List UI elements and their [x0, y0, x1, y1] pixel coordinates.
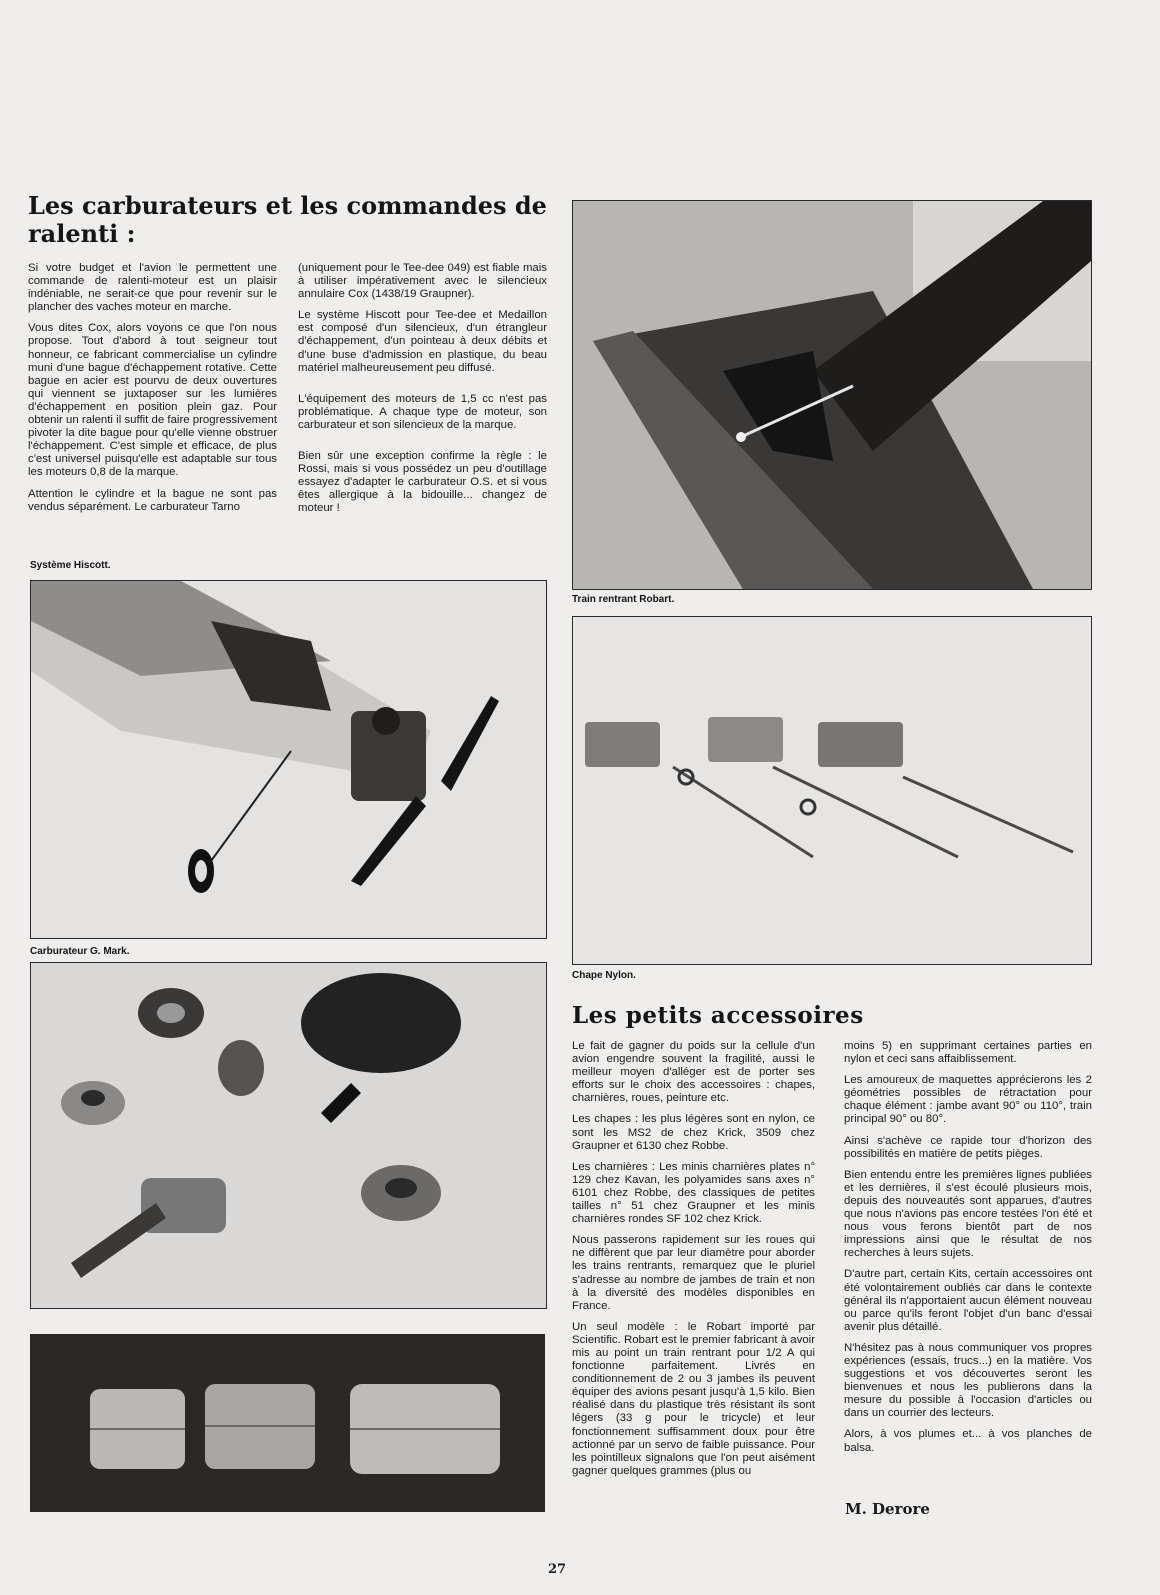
author-signature: M. Derore	[845, 1500, 930, 1518]
paragraph: Le système Hiscott pour Tee-dee et Medaillon est composé d'un silencieux, d'un étrangleur d'échappement, d'un pointeau à deux débits et d'une buse d'admission en plastique, du beau matériel malheureusement peu diffusé.	[298, 309, 547, 374]
paragraph: Les charnières : Les minis charnières plates n° 129 chez Kavan, les polyamides sans axes n° 6101 chez Robbe, des classiques de petites tailles n° 51 chez Graupner et les minis charnières rondes SF 102 chez Krick.	[572, 1160, 815, 1226]
caption-gmark: Carburateur G. Mark.	[30, 946, 130, 957]
photo-tail-surface	[572, 200, 1092, 590]
paragraph: Les chapes : les plus légères sont en nylon, ce sont les MS2 de chez Krick, 3509 chez Graupner et 6130 chez Robbe.	[572, 1113, 815, 1152]
paragraph: L'équipement des moteurs de 1,5 cc n'est pas problématique. A chaque type de moteur, son carburateur et son silencieux de la marque.	[298, 392, 547, 431]
photo-retract-gear	[572, 616, 1092, 965]
paragraph: Alors, à vos plumes et... à vos planches de balsa.	[844, 1428, 1092, 1454]
photo-airplane-model	[30, 580, 547, 939]
paragraph: Le fait de gagner du poids sur la cellule d'un avion engendre souvent la fragilité, aussi le meilleur moyen d'alléger est de porter ses efforts sur le choix des accessoires : chapes, charnières, roues, peinture etc.	[572, 1040, 815, 1105]
page-number: 27	[548, 1562, 567, 1577]
article1-column-2	[298, 262, 547, 524]
paragraph: Vous dites Cox, alors voyons ce que l'on nous propose. Tout d'abord à tout seigneur tout honneur, ce fabricant commercialise un cylindre muni d'une bague d'échappement rotative. Cette bague en acier est pourvu de deux ouvertures qui viennent se juxtaposer sur les lumières d'échappement en position plein gaz. Pour obtenir un ralenti il suffit de faire progressivement pivoter la dite bague pour qu'elle vienne obstruer l'échappement. C'est simple et efficace, de plus c'est universel puisqu'elle est adaptable sur tous les moteurs 0,8 de la marque.	[28, 322, 277, 479]
paragraph: Nous passerons rapidement sur les roues qui ne diffèrent que par leur diamètre pour aborder les trains rentrants, remarquez que le pluriel s'adresse au nombre de jambes de train et non à la diversité des modèles disponibles en France.	[572, 1234, 815, 1312]
photo-carburetor-parts	[30, 962, 547, 1309]
caption-hiscott: Système Hiscott.	[30, 560, 111, 571]
caption-chape: Chape Nylon.	[572, 970, 636, 981]
paragraph: Bien sûr une exception confirme la règle : le Rossi, mais si vous possédez un peu d'outillage essayez d'adapter le carburateur O.S. et si vous êtes allergique à la bidouille... changez de moteur !	[298, 450, 547, 515]
paragraph: Bien entendu entre les premières lignes publiées et les dernières, il s'est écoulé plusieurs mois, depuis des nouveautés sont apparues, d'autres que nous n'avions pas encore testées l'on été et nous vous ferons bientôt part de nos impressions ainsi que le résultat de nos recherches à leurs sujets.	[844, 1168, 1092, 1260]
article1-column-1	[28, 262, 277, 522]
paragraph: Les amoureux de maquettes apprécierons les 2 géométries possibles de rétractation pour chaque élément : jambe avant 90° ou 110°, train principal 90° ou 80°.	[844, 1074, 1092, 1126]
article-title-carburateurs: Les carburateurs et les commandes de ralenti :	[28, 191, 547, 248]
caption-robart: Train rentrant Robart.	[572, 594, 675, 605]
paragraph: Ainsi s'achève ce rapide tour d'horizon des possibilités en matière de petits pièges.	[844, 1134, 1092, 1160]
paragraph: Attention le cylindre et la bague ne sont pas vendus séparément. Le carburateur Tarno	[28, 487, 277, 513]
article-title-accessoires: Les petits accessoires	[572, 1002, 864, 1029]
article2-column-2	[844, 1040, 1092, 1463]
paragraph: Un seul modèle : le Robart importé par Scientific. Robart est le premier fabricant à avoir mis au point un train rentrant pour 1/2 A qui fonctionne parfaitement. Livrés en conditionnement de 2 ou 3 jambes ils peuvent équiper des avions pesant jusqu'à 1,5 kilo. Bien réalisé dans du plastique très résistant ils sont légers (33 g pour le tricycle) et leur fonctionnement suffisamment doux pour être actionné par un servo de faible puissance. Pour les pointilleux signalons que l'on peut aisément gagner quelques grammes (plus ou	[572, 1320, 815, 1477]
paragraph: D'autre part, certain Kits, certain accessoires ont été volontairement oubliés car dans le contexte général ils n'apportaient aucun élément nouveau ou parce qu'ils feront l'objet d'un banc d'essai avenir plus détaillé.	[844, 1268, 1092, 1333]
paragraph: (uniquement pour le Tee-dee 049) est fiable mais à utiliser impérativement avec le silencieux annulaire Cox (1438/19 Graupner).	[298, 262, 547, 301]
paragraph: moins 5) en supprimant certaines parties en nylon et ceci sans affaiblissement.	[844, 1040, 1092, 1066]
article2-column-1	[572, 1040, 815, 1486]
paragraph: Si votre budget et l'avion le permettent une commande de ralenti-moteur est un plaisir indéniable, ne serait-ce que pour revenir sur le plancher des vaches moteur en marche.	[28, 262, 277, 314]
photo-hinges	[30, 1334, 545, 1512]
paragraph: N'hésitez pas à nous communiquer vos propres expériences (essais, trucs...) en la matière. Vos suggestions et vos découvertes seront les bienvenues et nous les publierons dans la mesure du possible à l'occasion d'articles ou dans un courrier des lecteurs.	[844, 1341, 1092, 1420]
